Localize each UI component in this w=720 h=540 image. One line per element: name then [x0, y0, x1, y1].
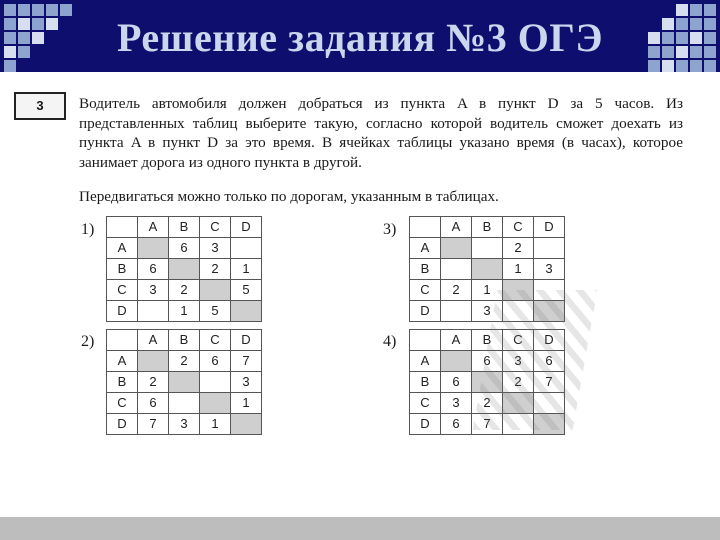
decor-square — [18, 32, 30, 44]
table-cell: 1 — [200, 414, 231, 435]
table-cell: 6 — [169, 238, 200, 259]
table-row — [107, 259, 262, 280]
table-cell: 7 — [138, 414, 169, 435]
table-row-header-cell: A — [107, 238, 138, 259]
table-header-cell: D — [534, 217, 565, 238]
table-cell: 7 — [534, 372, 565, 393]
table-cell — [169, 393, 200, 414]
table-row-header-cell: C — [410, 280, 441, 301]
table-1 — [106, 216, 262, 322]
decor-square — [662, 60, 674, 72]
table-row — [107, 301, 262, 322]
table-cell: 3 — [231, 372, 262, 393]
decor-square — [690, 46, 702, 58]
table-cell — [200, 280, 231, 301]
decor-square — [690, 60, 702, 72]
slide-footer-bar — [0, 517, 720, 540]
table-header-cell: A — [138, 330, 169, 351]
table-header-cell: C — [200, 217, 231, 238]
decor-square — [690, 4, 702, 16]
table-cell: 2 — [138, 372, 169, 393]
table-cell: 2 — [441, 280, 472, 301]
task-text: Водитель автомобиля должен добраться из пункта A в пункт D за 5 часов. Из представленных таблиц выберите такую, согласно которой водитель сможет доехать из пункта A в пункт D за это время. В ячейках таблицы указано время (в часах), которое занимает дорога из одного пункта в другой. — [79, 95, 683, 171]
decor-square — [32, 32, 44, 44]
table-cell: 5 — [200, 301, 231, 322]
table-cell: 3 — [200, 238, 231, 259]
table-header-cell — [410, 217, 441, 238]
decor-square — [4, 60, 16, 72]
slide-header — [0, 0, 720, 72]
decor-square — [676, 32, 688, 44]
table-cell: 3 — [169, 414, 200, 435]
table-cell: 1 — [503, 259, 534, 280]
decor-square — [32, 18, 44, 30]
table-cell: 7 — [231, 351, 262, 372]
table-cell — [138, 351, 169, 372]
decor-square — [676, 60, 688, 72]
table-cell: 5 — [231, 280, 262, 301]
table-row — [107, 280, 262, 301]
table-cell — [138, 301, 169, 322]
table-cell: 6 — [200, 351, 231, 372]
table-cell: 6 — [441, 414, 472, 435]
table-cell: 3 — [534, 259, 565, 280]
task-number-box: 3 — [14, 92, 66, 120]
table-cell: 2 — [169, 280, 200, 301]
table-cell: 2 — [472, 393, 503, 414]
table-cell: 6 — [138, 259, 169, 280]
decor-square — [704, 60, 716, 72]
decor-square — [676, 4, 688, 16]
table-cell — [169, 259, 200, 280]
table-row — [107, 372, 262, 393]
table-2-label: 2) — [81, 333, 95, 350]
table-row-header-cell: C — [107, 393, 138, 414]
table-header-cell — [107, 217, 138, 238]
table-row — [107, 414, 262, 435]
table-row — [410, 238, 565, 259]
table-cell — [231, 301, 262, 322]
table-header-cell: C — [200, 330, 231, 351]
table-3-label: 3) — [383, 221, 397, 238]
table-cell: 6 — [138, 393, 169, 414]
table-header-cell: B — [472, 217, 503, 238]
decor-square — [60, 4, 72, 16]
table-row — [107, 393, 262, 414]
table-header-cell: A — [441, 330, 472, 351]
decor-square — [704, 46, 716, 58]
table-cell: 6 — [534, 351, 565, 372]
table-4-label: 4) — [383, 333, 397, 350]
table-1-label: 1) — [81, 221, 95, 238]
table-cell: 1 — [169, 301, 200, 322]
table-row-header-cell: C — [107, 280, 138, 301]
task-note: Передвигаться можно только по дорогам, указанным в таблицах. — [79, 188, 499, 205]
table-row-header-cell: A — [107, 351, 138, 372]
table-cell: 3 — [138, 280, 169, 301]
table-row-header-cell: B — [107, 259, 138, 280]
table-cell — [472, 259, 503, 280]
table-header-cell — [410, 330, 441, 351]
table-cell: 1 — [231, 393, 262, 414]
table-cell — [534, 238, 565, 259]
table-row-header-cell: D — [107, 301, 138, 322]
table-cell: 6 — [441, 372, 472, 393]
table-cell — [138, 238, 169, 259]
table-row-header-cell: B — [107, 372, 138, 393]
table-cell — [231, 238, 262, 259]
table-header-cell: A — [441, 217, 472, 238]
table-row-header-cell: A — [410, 351, 441, 372]
decor-square — [704, 4, 716, 16]
decor-square — [4, 18, 16, 30]
table-header-cell: B — [169, 330, 200, 351]
table-row — [410, 259, 565, 280]
decor-square — [18, 4, 30, 16]
table-cell: 2 — [200, 259, 231, 280]
decor-square — [4, 4, 16, 16]
table-header-cell: B — [472, 330, 503, 351]
table-cell: 2 — [169, 351, 200, 372]
table-header-cell: C — [503, 330, 534, 351]
decor-square — [662, 32, 674, 44]
decor-square — [4, 46, 16, 58]
table-row-header-cell: A — [410, 238, 441, 259]
table-cell: 2 — [503, 372, 534, 393]
table-cell — [231, 414, 262, 435]
table-cell — [200, 372, 231, 393]
slide-title: Решение задания №3 ОГЭ — [117, 15, 603, 60]
table-row-header-cell: C — [410, 393, 441, 414]
table-row-header-cell: D — [107, 414, 138, 435]
table-header-cell: A — [138, 217, 169, 238]
table-row-header-cell: D — [410, 301, 441, 322]
table-header-cell: D — [231, 330, 262, 351]
table-header-row — [107, 330, 262, 351]
decor-square — [46, 18, 58, 30]
table-header-cell: C — [503, 217, 534, 238]
decor-square — [704, 32, 716, 44]
table-cell: 3 — [441, 393, 472, 414]
table-header-row — [107, 217, 262, 238]
table-header-row — [410, 217, 565, 238]
decor-square — [676, 18, 688, 30]
table-cell — [169, 372, 200, 393]
table-cell — [441, 238, 472, 259]
table-row-header-cell: D — [410, 414, 441, 435]
table-cell — [441, 301, 472, 322]
table-row-header-cell: B — [410, 259, 441, 280]
decor-square — [18, 18, 30, 30]
decor-square — [704, 18, 716, 30]
table-cell: 7 — [472, 414, 503, 435]
table-row — [107, 238, 262, 259]
decor-square — [648, 32, 660, 44]
table-cell — [200, 393, 231, 414]
decor-square — [46, 4, 58, 16]
decor-square — [4, 32, 16, 44]
table-cell: 3 — [503, 351, 534, 372]
table-header-cell: D — [231, 217, 262, 238]
table-cell: 1 — [472, 280, 503, 301]
table-header-cell — [107, 330, 138, 351]
table-cell: 2 — [503, 238, 534, 259]
table-cell — [441, 351, 472, 372]
decor-square — [648, 60, 660, 72]
table-cell — [441, 259, 472, 280]
decor-square — [18, 46, 30, 58]
decor-square — [648, 46, 660, 58]
decor-square — [662, 18, 674, 30]
decor-square — [32, 4, 44, 16]
decor-square — [662, 46, 674, 58]
table-cell — [472, 238, 503, 259]
table-row-header-cell: B — [410, 372, 441, 393]
decor-square — [690, 18, 702, 30]
table-row — [107, 351, 262, 372]
table-2 — [106, 329, 262, 435]
table-cell: 1 — [231, 259, 262, 280]
table-header-cell: D — [534, 330, 565, 351]
table-cell: 3 — [472, 301, 503, 322]
decor-square — [690, 32, 702, 44]
decor-square — [676, 46, 688, 58]
table-cell: 6 — [472, 351, 503, 372]
table-header-cell: B — [169, 217, 200, 238]
